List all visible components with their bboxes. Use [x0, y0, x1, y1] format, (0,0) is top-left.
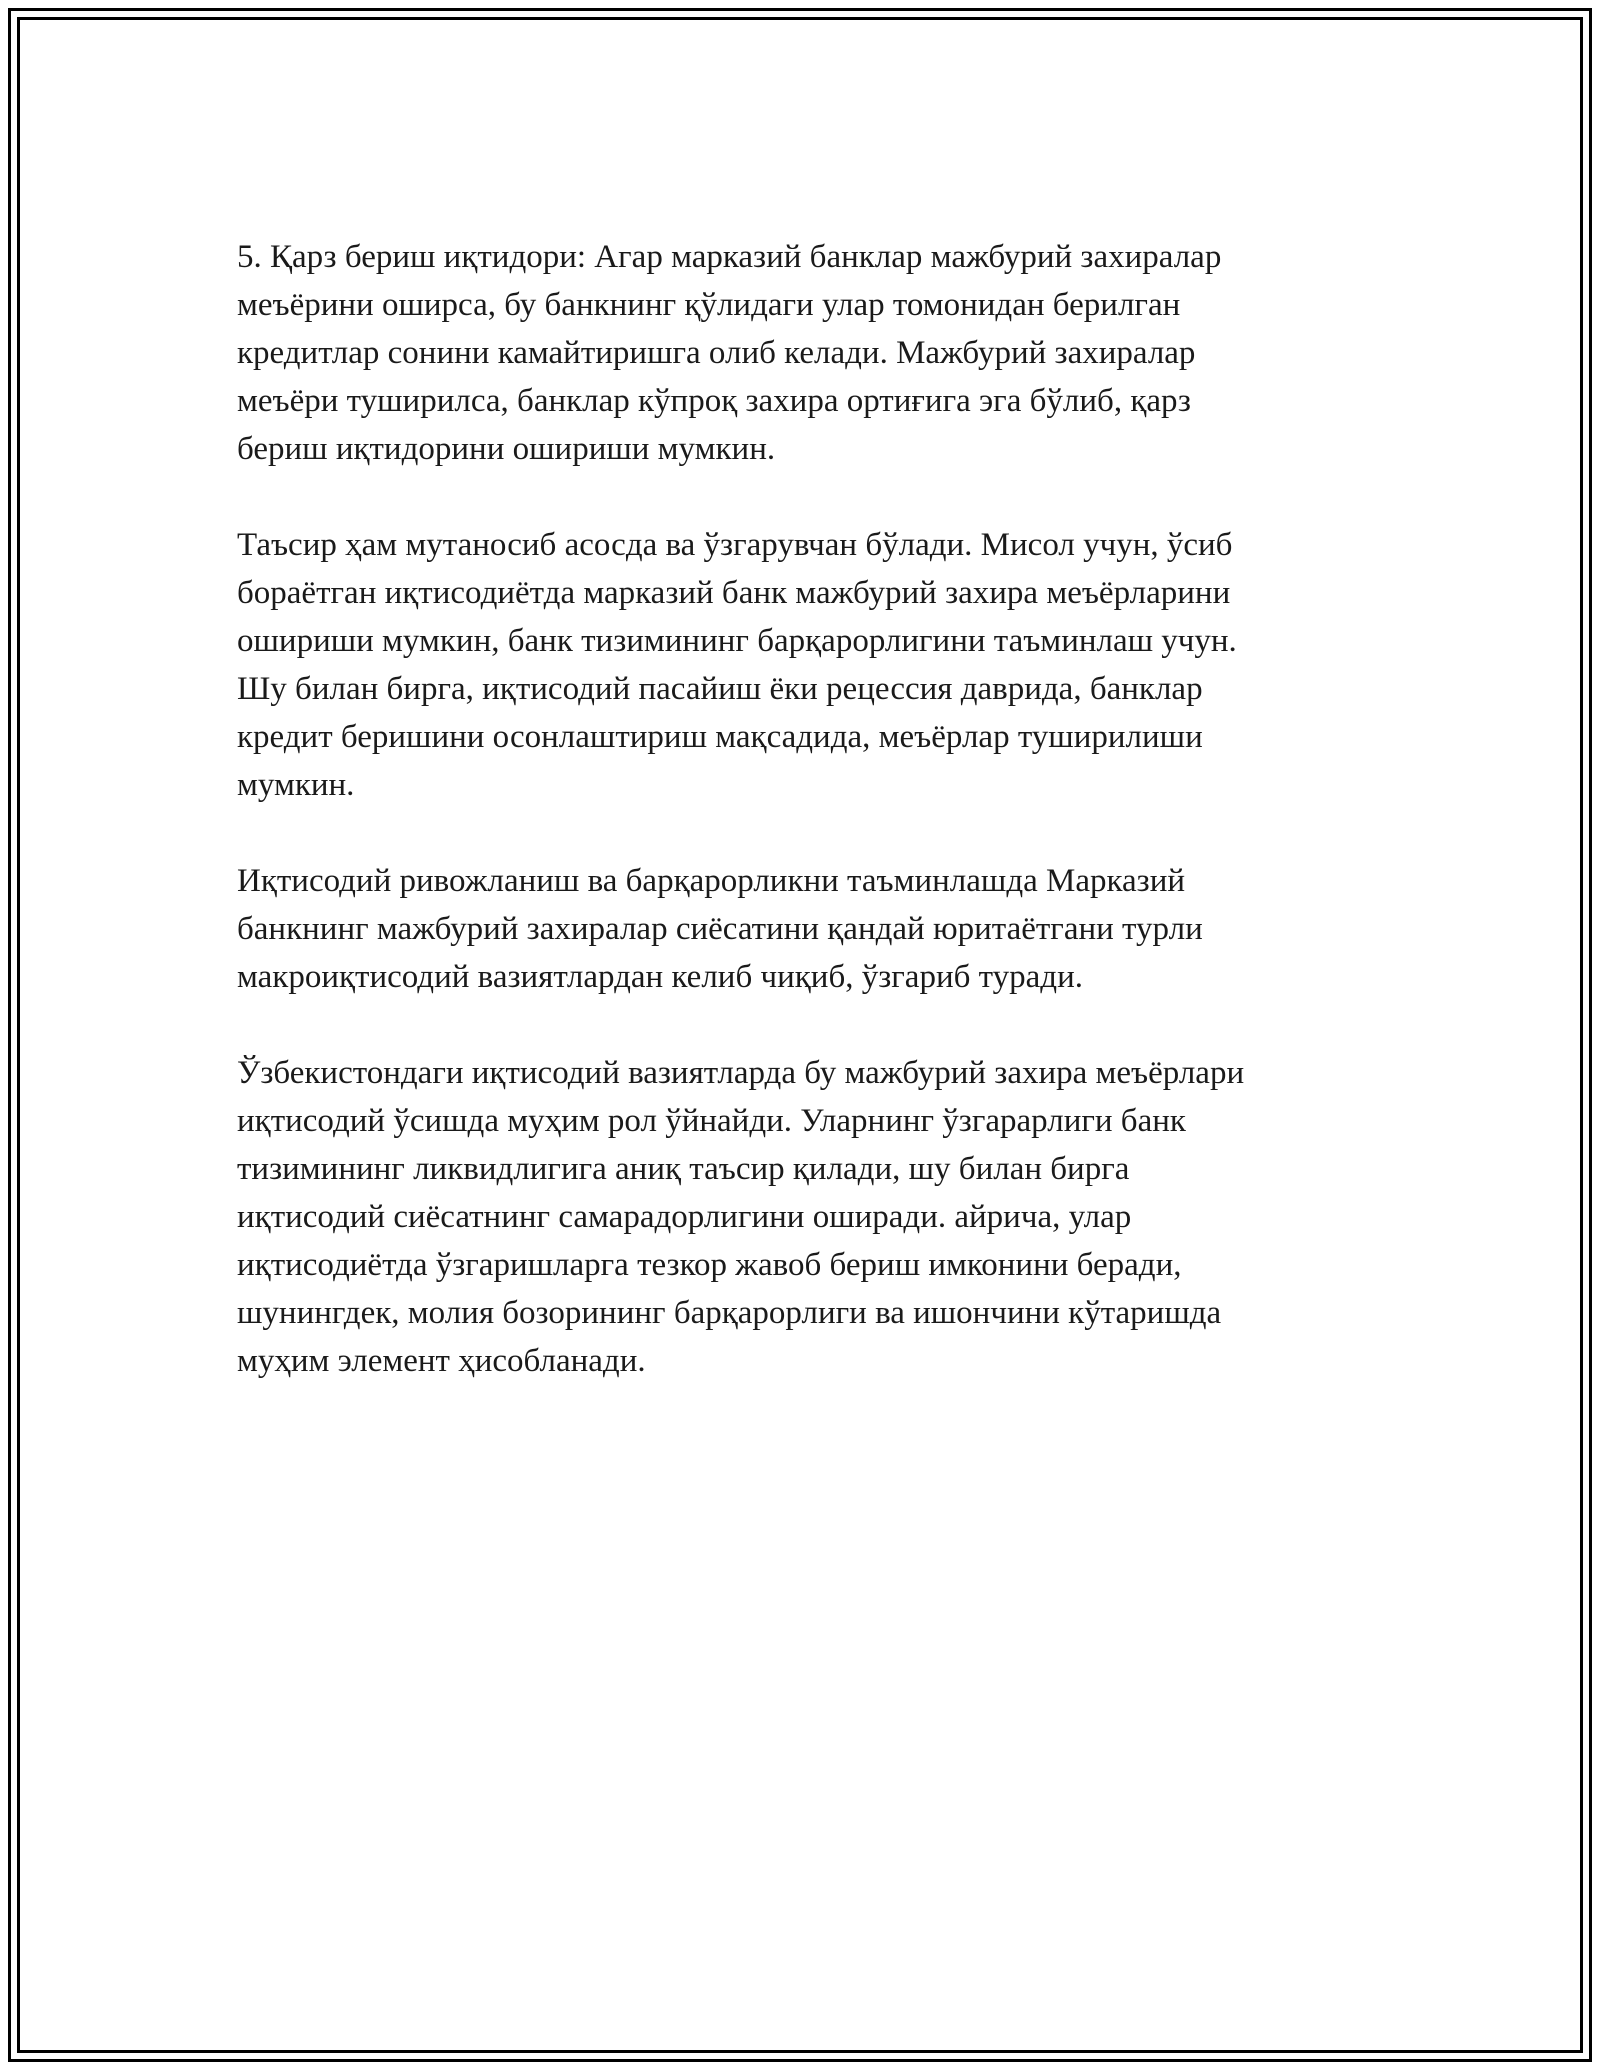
paragraph-central-bank-policy: Иқтисодий ривожланиш ва барқарорликни таъминлашда Марказий банкнинг мажбурий захиралар сиёсатини қандай юритаётгани турли макроиқтисодий вазиятлардан келиб чиқиб, ўзгариб туради.: [237, 863, 1203, 995]
document-body: [237, 233, 1377, 1433]
paragraph-lending-capacity: 5. Қарз бериш иқтидори: Агар марказий банклар мажбурий захиралар меъёрини оширса, бу банкнинг қўлидаги улар томонидан берилган кредитлар сонини камайтиришга олиб келади. Мажбурий захиралар меъёри туширилса, банклар кўпроқ захира ортиғига эга бўлиб, қарз бериш иқтидорини ошириши мумкин.: [237, 239, 1222, 467]
paragraph-uzbekistan-context: Ўзбекистондаги иқтисодий вазиятларда бу мажбурий захира меъёрлари иқтисодий ўсишда муҳим рол ўйнайди. Уларнинг ўзгарарлиги банк тизимининг ликвидлигига аниқ таъсир қилади, шу билан бирга иқтисодий сиёсатнинг самарадорлигини оширади. айрича, улар иқтисодиётда ўзгаришларга тезкор жавоб бериш имконини беради, шунингдек, молия бозорининг барқарорлиги ва ишончини кўтаришда муҳим элемент ҳисобланади.: [237, 1055, 1245, 1379]
paragraph-effect-variability: Таъсир ҳам мутаносиб асосда ва ўзгарувчан бўлади. Мисол учун, ўсиб бораётган иқтисодиётда марказий банк мажбурий захира меъёрларини ошириши мумкин, банк тизимининг барқарорлигини таъминлаш учун. Шу билан бирга, иқтисодий пасайиш ёки рецессия даврида, банклар кредит беришини осонлаштириш мақсадида, меъёрлар туширилиши мумкин.: [237, 527, 1237, 803]
